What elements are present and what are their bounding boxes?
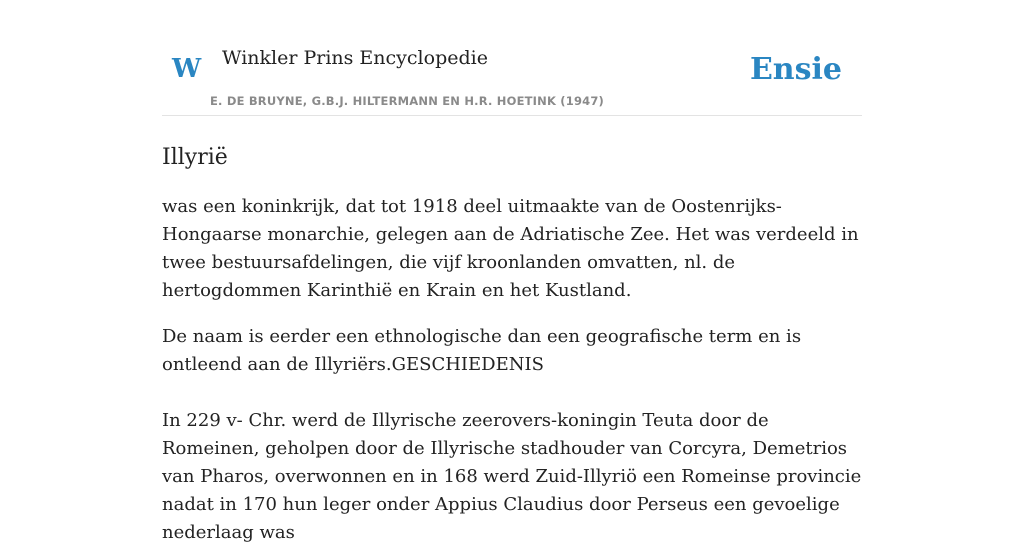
page-container	[162, 0, 862, 547]
article-paragraph: was een koninkrijk, dat tot 1918 deel uitmaakte van de Oostenrijks-Hongaarse monarchie, gelegen aan de Adriatische Zee. Het was verdeeld in twee bestuursafdelingen, die vijf kroonlanden omvatten, nl. de hertogdommen Karinthië en Krain en het Kustland.	[162, 196, 859, 301]
article-title: Illyrië	[162, 145, 228, 170]
header	[162, 0, 862, 116]
article-paragraph: In 229 v- Chr. werd de Illyrische zeerovers-koningin Teuta door de Romeinen, geholpen door de Illyrische stadhouder van Corcyra, Demetrios van Pharos, overwonnen en in 168 werd Zuid-Illyriö een Romeinse provincie nadat in 170 hun leger onder Appius Claudius door Perseus een gevoelige nederlaag was	[162, 410, 862, 543]
publication-authors: E. DE BRUYNE, G.B.J. HILTERMANN EN H.R. HOETINK (1947)	[210, 94, 605, 108]
publication-logo[interactable]: W	[172, 54, 202, 84]
publication-title[interactable]: Winkler Prins Encyclopedie	[222, 47, 488, 69]
article-paragraph: De naam is eerder een ethnologische dan een geografische term en is ontleend aan de Illyriërs.GESCHIEDENIS	[162, 326, 802, 375]
ensie-brand-link[interactable]: Ensie	[749, 52, 842, 87]
